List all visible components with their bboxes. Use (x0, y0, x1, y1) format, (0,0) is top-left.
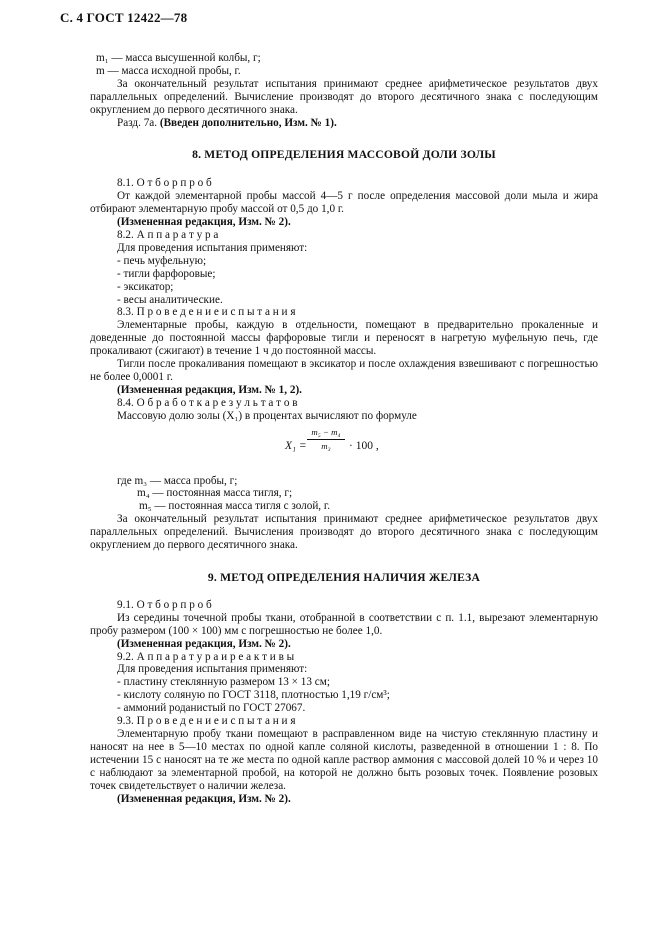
s9-2-item: - кислоту соляную по ГОСТ 3118, плотностью 1,19 г/см³; (117, 689, 390, 702)
s9-2-heading: 9.2. А п п а р а т у р а и р е а к т и в ы (117, 650, 295, 663)
s8-2-intro: Для проведения испытания применяют: (117, 241, 308, 254)
s8-4-text: Массовую долю золы (X₁) в процентах вычисляют по формуле (117, 409, 417, 422)
s8-2-item: - весы аналитические. (117, 293, 223, 306)
page-header: С. 4 ГОСТ 12422—78 (60, 10, 188, 25)
s8-1-text: От каждой элементарной пробы массой 4—5 г после определения массовой доли мыла и жира отбирают элементарную пробу массой от 0,5 до 1,0 г. (90, 190, 598, 216)
section-9-title: 9. МЕТОД ОПРЕДЕЛЕНИЯ НАЛИЧИЯ ЖЕЛЕЗА (207, 571, 481, 584)
formula-numerator: m₅ − m₄ (307, 427, 345, 440)
document-body (90, 52, 598, 805)
s8-4-heading: 8.4. О б р а б о т к а р е з у л ь т а т о в (117, 396, 298, 409)
s8-3-amendment: (Измененная редакция, Изм. № 1, 2). (117, 383, 302, 396)
razd-amendment: (Введен дополнительно, Изм. № 1). (159, 116, 337, 129)
m5-definition: m₅ — постоянная масса тигля с золой, г. (139, 500, 331, 513)
razd-label: Разд. 7а. (117, 116, 158, 129)
s9-2-item: - аммоний роданистый по ГОСТ 27067. (117, 702, 306, 715)
formula-lhs: X₁ = (285, 439, 307, 452)
s9-2-item: - пластину стеклянную размером 13 × 13 см; (117, 676, 330, 689)
s9-1-amendment: (Измененная редакция, Изм. № 2). (117, 637, 291, 650)
s8-3-text-1: Элементарные пробы, каждую в отдельности, помещают в предварительно прокаленные и доведенные до постоянной массы фарфоровые тигли и переносят в нагретую муфельную печь, где прокаливают (сжигают) в течение 1 ч до постоянной массы. (90, 319, 598, 358)
intro-final-paragraph: За окончательный результат испытания принимают среднее арифметическое результатов двух параллельных определений. Вычисление производят до второго десятичного знака с последующим округлением до первого десятичного знака. (90, 77, 598, 116)
s9-2-intro: Для проведения испытания применяют: (117, 663, 308, 676)
formula-tail: · 100 , (349, 439, 379, 452)
s9-3-amendment: (Измененная редакция, Изм. № 2). (117, 792, 291, 805)
s8-1-heading: 8.1. О т б о р п р о б (117, 177, 212, 190)
formula-fraction (307, 427, 345, 453)
ash-formula (90, 423, 598, 475)
s8-3-heading: 8.3. П р о в е д е н и е и с п ы т а н и я (117, 306, 296, 319)
s8-2-item: - тигли фарфоровые; (117, 267, 216, 280)
s8-final-paragraph: За окончательный результат испытания принимают среднее арифметическое результатов двух параллельных определений. Вычисления производят до второго десятичного знака с последующим округлением до первого десятичного знака. (90, 513, 598, 552)
formula-denominator: m₃ (321, 440, 331, 451)
s9-3-heading: 9.3. П р о в е д е н и е и с п ы т а н и я (117, 715, 296, 728)
s8-3-text-2: Тигли после прокаливания помещают в эксикатор и после охлаждения взвешивают с погрешностью не более 0,0001 г. (90, 358, 598, 383)
m4-definition: m₄ — постоянная масса тигля, г; (137, 487, 293, 500)
m-definition: m — масса исходной пробы, г. (96, 64, 241, 77)
s8-2-heading: 8.2. А п п а р а т у р а (117, 228, 219, 241)
section-8-title: 8. МЕТОД ОПРЕДЕЛЕНИЯ МАССОВОЙ ДОЛИ ЗОЛЫ (192, 148, 496, 162)
razd-7a-note (90, 117, 598, 130)
where-m3: где m₃ — масса пробы, г; (117, 474, 238, 487)
s9-1-text: Из середины точечной пробы ткани, отобранной в соответствии с п. 1.1, вырезают элементарную пробу размером (100 × 100) мм с погрешностью не более 1,0. (90, 611, 598, 637)
s8-2-item: - печь муфельную; (117, 254, 207, 267)
s8-2-item: - эксикатор; (117, 280, 174, 293)
s9-3-text: Элементарную пробу ткани помещают в расправленном виде на чистую стеклянную пластину и наносят на нее в 5—10 местах по одной капле соляной кислоты, разведенной в отношении 1 : 8. По истечении 15 с наносят на те же места по одной капле раствор аммония с массовой долей 10 % и через 10 с наблюдают за элементарной пробой, на которой не должно быть розовых точек. Появление розовых точек свидетельствует о наличии железа. (90, 727, 598, 792)
s8-1-amendment: (Измененная редакция, Изм. № 2). (117, 216, 291, 229)
s9-1-heading: 9.1. О т б о р п р о б (117, 598, 212, 611)
m1-definition: m₁ — масса высушенной колбы, г; (96, 52, 261, 64)
